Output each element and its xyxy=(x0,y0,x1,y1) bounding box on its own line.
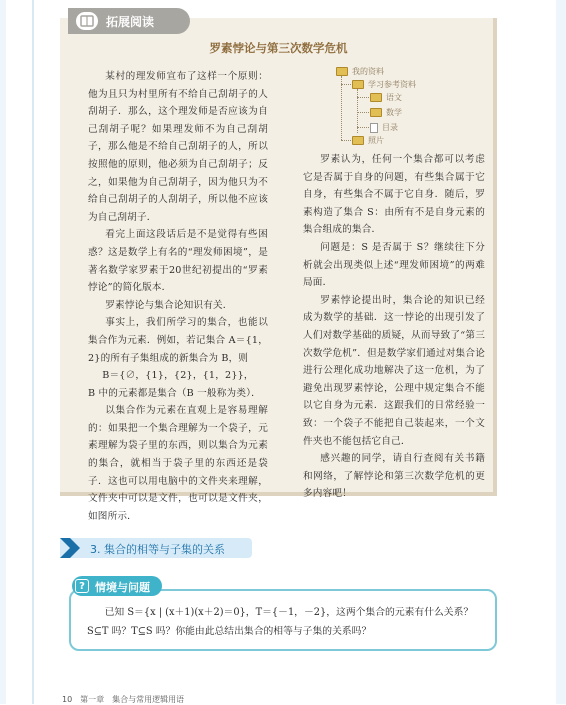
book-icon xyxy=(74,10,100,32)
tree-connector xyxy=(341,84,342,140)
paragraph-russell-set: 罗素认为，任何一个集合都可以考虑它是否属于自身的问题，有些集合属于它自身，有些集合不属于它自身．随后，罗素构造了集合 S：由所有不是自身元素的集合组成的集合． xyxy=(303,154,485,236)
situation-tab xyxy=(72,576,162,596)
section-title: 3. 集合的相等与子集的关系 xyxy=(90,543,225,556)
section-arrow-icon xyxy=(60,538,84,558)
page-margin-right xyxy=(556,0,566,704)
situation-line-2: S⊆T 吗？T⊆S 吗？你能由此总结出集合的相等与子集的关系吗？ xyxy=(87,626,372,637)
tree-connector xyxy=(357,112,369,113)
tree-connector xyxy=(341,140,351,141)
tree-root xyxy=(336,66,384,77)
paragraph-bag-analogy: 以集合作为元素在直观上是容易理解的：如果把一个集合理解为一个袋子，元素理解为袋子里的东西，则以集合为元素的集合，就相当于袋子里的东西还是袋子．这也可以用电脑中的文件夹来理解，文件夹中可以是文件，也可以是文件夹，如图所示． xyxy=(88,405,268,522)
folder-icon xyxy=(352,80,364,89)
folder-tree-figure xyxy=(332,66,442,156)
tree-connector xyxy=(357,97,369,98)
paragraph-class: B 中的元素都是集合（B 一般称为类）． xyxy=(88,387,261,399)
extended-reading-box xyxy=(60,15,497,522)
tree-item-label: 语文 xyxy=(386,93,402,102)
tree-photos-label: 照片 xyxy=(368,136,384,145)
paragraph-set-theory: 罗素悖论与集合论知识有关． xyxy=(105,299,233,311)
folder-icon xyxy=(370,108,382,117)
paragraph-further-reading: 感兴趣的同学，请自行查阅有关书籍和网络，了解悖论和第三次数学危机的更多内容吧！ xyxy=(303,453,485,500)
tree-item-label: 数学 xyxy=(386,108,402,117)
tree-item-contents xyxy=(370,122,398,133)
right-column xyxy=(303,151,485,503)
tree-connector xyxy=(357,127,369,128)
paragraph-barber: 某村的理发师宣布了这样一个原则：他为且只为村里所有不给自己刮胡子的人刮胡子．那么，这个理发师是否应该为自己刮胡子呢？如果理发师不为自己刮胡子，那么他是不给自己刮胡子的人，所以按照他的原则，他必须为自己刮胡子；反之，如果他为自己刮胡子，因为他只为不给自己刮胡子的人刮胡子，所以他不应该为自己刮胡子． xyxy=(88,71,268,223)
situation-line-1: 已知 S＝{x | (x＋1)(x＋2)＝0}，T＝{－1，－2}，这两个集合的元素有什么关系？ xyxy=(104,607,474,618)
page-margin-left xyxy=(0,0,6,704)
extended-reading-label: 拓展阅读 xyxy=(106,15,155,29)
page-footer: 10 第一章 集合与常用逻辑用语 xyxy=(62,695,185,704)
tree-item-math xyxy=(370,107,402,118)
situation-text xyxy=(87,603,487,641)
extended-reading-tab xyxy=(68,8,190,34)
tree-item-chinese xyxy=(370,92,402,103)
page-margin-rule xyxy=(32,0,34,704)
folder-icon xyxy=(336,67,348,76)
paragraph-crisis: 罗素悖论提出时，集合论的知识已经成为数学的基础．这一悖论的出现引发了人们对数学基础的质疑，从而导致了“第三次数学危机”．但是数学家们通过对集合论进行公理化成功地解决了这一危机，为了避免出现罗素悖论，公理中规定集合不能以它自身为元素．这跟我们的日常经验一致：一个袋子不能把自己装起来，一个文件夹也不能包括它自己． xyxy=(303,294,485,447)
tree-sub-label: 学习参考资料 xyxy=(368,80,416,89)
question-mark-icon: ? xyxy=(75,579,89,593)
tree-connector xyxy=(341,84,351,85)
folder-icon xyxy=(352,136,364,145)
section-banner xyxy=(60,538,252,558)
paragraph-dilemma: 看完上面这段话后是不是觉得有些困惑？这是数学上有名的“理发师困境”，是著名数学家罗素于20世纪初提出的“罗素悖论”的简化版本． xyxy=(88,229,268,294)
tree-sub xyxy=(352,79,416,90)
formula-b: B＝{∅，{1}，{2}，{1，2}}， xyxy=(102,370,254,382)
paragraph-example: 事实上，我们所学习的集合，也能以集合作为元素．例如，若记集合 A＝{1，2}的所有子集组成的新集合为 B，则 xyxy=(88,317,268,364)
situation-question-box xyxy=(69,589,497,651)
tree-connector xyxy=(341,76,342,84)
tree-root-label: 我的资料 xyxy=(352,67,384,76)
tree-photos xyxy=(352,135,384,146)
article-title: 罗素悖论与第三次数学危机 xyxy=(209,41,348,55)
folder-icon xyxy=(370,93,382,102)
situation-tab-label: 情境与问题 xyxy=(95,581,150,594)
left-column xyxy=(88,68,268,525)
paragraph-question: 问题是：S 是否属于 S？继续往下分析就会出现类似上述“理发师困境”的两难局面． xyxy=(303,241,485,289)
tree-item-label: 目录 xyxy=(382,123,398,132)
file-icon xyxy=(370,123,378,133)
